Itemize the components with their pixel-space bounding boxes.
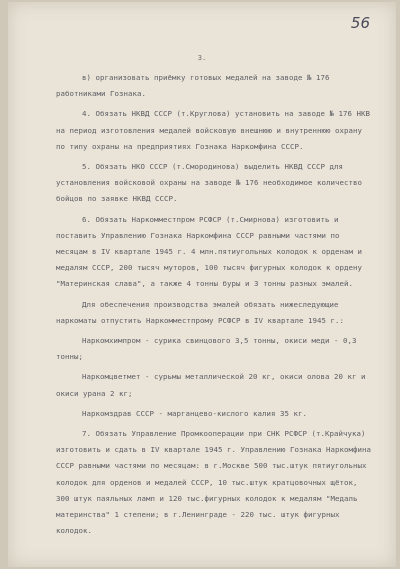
- document-body: [56, 70, 376, 543]
- archive-page-number: 56: [350, 14, 370, 32]
- document-page: [8, 2, 396, 567]
- paragraph-item-v: в) организовать приёмку готовых медалей на заводе № 176 работниками Гознака.: [56, 73, 334, 99]
- paragraph-enamel-supply: Для обеспечения производства эмалей обязать нижеследующие наркоматы отпустить Наркомместпрому РСФСР в IV квартале 1945 г.:: [56, 299, 344, 325]
- paragraph-point-4: 4. Обязать НКВД СССР (т.Круглова) установить на заводе № 176 НКВ на период изготовления медалей войсковую внешнюю и внутреннюю охрану по типу охраны на предприятиях Гознака Наркомфина СССР.: [56, 109, 375, 151]
- page-number: 3.: [197, 54, 207, 62]
- paragraph-point-6: 6. Обязать Наркомместпром РСФСР (т.Смирнова) изготовить и поставить Управлению Гознака Наркомфина СССР равными частями по месяцам в IV квартале 1945 г. 4 млн.пятиугольных колодок к орденам и медалям СССР, 200 тысяч муторов, 100 тысяч фигурных колодок к ордену "Материнская слава", а также 4 тонны буры и 3 тонны разных эмалей.: [56, 214, 367, 289]
- paragraph-point-7: 7. Обязать Управление Промкооперации при СНК РСФСР (т.Крайчука) изготовить и сдать в IV квартале 1945 г. Управлению Гознака Наркомфина СССР равными частями по месяцам: в г.Москве 500 тыс.штук пятиугольных колодок для орденов и медалей СССР, 10 тыс.штук кратцовочных щёток, 300 штук паяльных ламп и 120 тыс.фигурных колодок к медалям "Медаль материнства" 1 степени; в г.Ленинграде - 220 тыс. штук фигурных колодок.: [56, 429, 376, 536]
- paragraph-narkomzdrav: Наркомздрав СССР - марганцево-кислого калия 35 кг.: [82, 408, 307, 418]
- paragraph-narkomtsvetmet: Наркомцветмет - сурьмы металлической 20 кг, окиси олова 20 кг и окиси урана 2 кг;: [56, 372, 370, 398]
- paragraph-point-5: 5. Обязать НКО СССР (т.Смородинова) выделить НКВД СССР для установления войсковой охраны на заводе № 176 необходимое количество бойцов по заявке НКВД СССР.: [56, 162, 367, 204]
- paragraph-narkomkhimprom: Наркомхимпром - сурика свинцового 3,5 тонны, окиси меди - 0,3 тонны;: [56, 336, 361, 362]
